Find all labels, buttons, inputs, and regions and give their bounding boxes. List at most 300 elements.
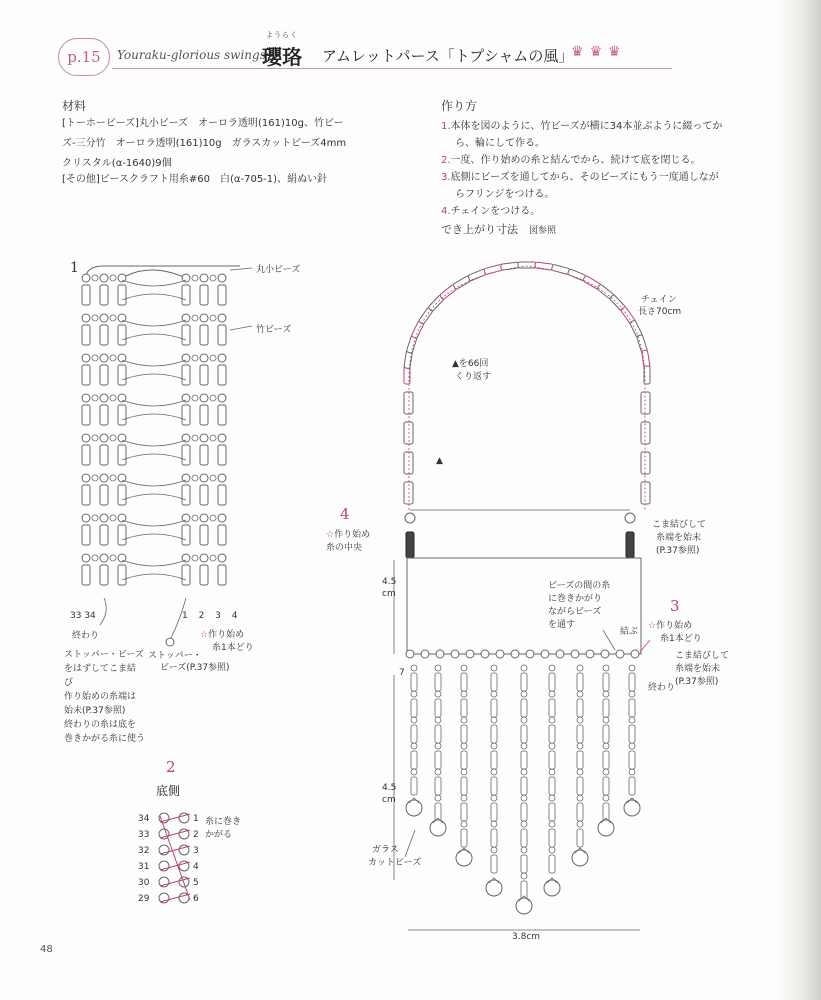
round-bead bbox=[92, 395, 98, 401]
thread-line bbox=[122, 374, 186, 380]
chain-bugle-bead bbox=[641, 422, 650, 444]
bugle-bead bbox=[491, 751, 497, 769]
star-icon: ☆ bbox=[648, 621, 657, 631]
bugle-bead bbox=[411, 751, 417, 769]
round-bead bbox=[521, 847, 527, 853]
round-bead bbox=[603, 717, 609, 723]
thread-line bbox=[122, 520, 186, 526]
label-bugle-beads: 竹ビーズ bbox=[256, 325, 292, 335]
label-wrap-2: に巻きかがり bbox=[548, 594, 603, 604]
bugle-bead bbox=[118, 445, 126, 465]
figure-3-purse bbox=[394, 262, 650, 930]
round-bead bbox=[411, 665, 417, 671]
chain-bugle-bead bbox=[404, 452, 413, 474]
bugle-bead bbox=[218, 525, 226, 545]
round-bead bbox=[521, 795, 527, 801]
glass-cut-bead bbox=[430, 820, 446, 836]
thread-line bbox=[122, 334, 186, 340]
figure-2-title: 底側 bbox=[156, 784, 181, 798]
bottom-num-left: 34 bbox=[138, 814, 150, 824]
round-bead bbox=[411, 743, 417, 749]
round-bead bbox=[603, 795, 609, 801]
bugle-bead bbox=[603, 751, 609, 769]
thread-line bbox=[122, 400, 186, 406]
label-knot: 結ぶ bbox=[620, 627, 639, 637]
bottom-num-left: 30 bbox=[138, 878, 150, 888]
chain-bugle-bead bbox=[404, 482, 413, 504]
bugle-bead bbox=[577, 803, 583, 821]
chain-thread bbox=[409, 266, 645, 510]
round-bead bbox=[218, 274, 226, 282]
bugle-bead bbox=[435, 699, 441, 717]
round-bead bbox=[192, 475, 198, 481]
round-bead bbox=[192, 275, 198, 281]
round-bead bbox=[82, 434, 90, 442]
bugle-bead bbox=[491, 829, 497, 847]
round-bead bbox=[549, 743, 555, 749]
bugle-bead bbox=[549, 751, 555, 769]
round-bead bbox=[601, 650, 609, 658]
round-bead bbox=[411, 769, 417, 775]
bugle-bead bbox=[461, 803, 467, 821]
crown-icon: ♛ bbox=[608, 44, 627, 60]
page-reference-badge: p.15 bbox=[58, 38, 110, 76]
bugle-bead bbox=[218, 285, 226, 305]
chain-bugle-bead bbox=[535, 262, 554, 270]
bugle-bead bbox=[118, 405, 126, 425]
round-bead bbox=[435, 717, 441, 723]
bugle-bead bbox=[491, 803, 497, 821]
round-bead bbox=[200, 394, 208, 402]
instruction-step: 1.本体を図のように、竹ビーズが横に34本並ぶように綴ってか bbox=[441, 121, 723, 132]
bugle-bead bbox=[82, 365, 90, 385]
figure-3-number: 3 bbox=[670, 597, 680, 615]
figure-4-mid: 糸の中央 bbox=[326, 543, 363, 553]
chain-bead-group bbox=[518, 262, 536, 268]
bugle-bead bbox=[218, 445, 226, 465]
glass-cut-bead bbox=[486, 880, 502, 896]
round-bead bbox=[92, 555, 98, 561]
label-chain: チェイン bbox=[641, 295, 677, 305]
bugle-bead bbox=[521, 673, 527, 691]
thread-line bbox=[122, 280, 186, 286]
bugle-bead bbox=[200, 285, 208, 305]
round-bead bbox=[629, 717, 635, 723]
round-bead bbox=[491, 821, 497, 827]
chain-bugle-bead bbox=[641, 452, 650, 474]
bugle-bead bbox=[100, 285, 108, 305]
round-bead bbox=[521, 665, 527, 671]
bugle-bead bbox=[549, 699, 555, 717]
bottom-num-right: 5 bbox=[193, 878, 199, 888]
bugle-bead bbox=[603, 673, 609, 691]
round-bead bbox=[100, 514, 108, 522]
round-bead bbox=[603, 691, 609, 697]
finished-size: でき上がり寸法 図参照 bbox=[441, 223, 557, 236]
round-bead bbox=[82, 514, 90, 522]
bugle-bead bbox=[100, 565, 108, 585]
round-bead bbox=[496, 650, 504, 658]
round-bead bbox=[218, 474, 226, 482]
round-bead bbox=[521, 743, 527, 749]
bugle-bead bbox=[218, 565, 226, 585]
round-bead bbox=[577, 769, 583, 775]
bugle-bead bbox=[118, 485, 126, 505]
bugle-bead bbox=[521, 855, 527, 873]
bugle-bead bbox=[182, 445, 190, 465]
round-bead bbox=[521, 717, 527, 723]
round-bead bbox=[577, 665, 583, 671]
label-wrap-3: ながらビーズ bbox=[548, 607, 602, 617]
star-icon: ☆ bbox=[326, 530, 335, 540]
round-bead bbox=[110, 515, 116, 521]
round-bead bbox=[110, 395, 116, 401]
bugle-bead bbox=[218, 405, 226, 425]
round-bead bbox=[92, 275, 98, 281]
bugle-bead bbox=[435, 751, 441, 769]
round-bead bbox=[451, 650, 459, 658]
round-bead bbox=[210, 515, 216, 521]
round-bead bbox=[110, 555, 116, 561]
round-bead bbox=[549, 821, 555, 827]
round-bead bbox=[549, 795, 555, 801]
round-bead bbox=[110, 315, 116, 321]
round-bead bbox=[521, 873, 527, 879]
bugle-bead bbox=[82, 485, 90, 505]
bugle-bead bbox=[549, 725, 555, 743]
bottom-num-right: 3 bbox=[193, 846, 199, 856]
materials-line-4: [その他]ビースクラフト用糸#60 白(α-705-1)、絹ぬい針 bbox=[62, 174, 328, 185]
label-wrap: ビーズの間の糸 bbox=[548, 581, 611, 591]
chain-bugle-bead bbox=[404, 422, 413, 444]
thread-line bbox=[122, 560, 186, 566]
thread-end bbox=[406, 532, 414, 558]
glass-cut-bead bbox=[456, 850, 472, 866]
round-bead bbox=[100, 314, 108, 322]
thread-line bbox=[86, 266, 240, 278]
bugle-bead bbox=[100, 405, 108, 425]
bugle-bead bbox=[461, 699, 467, 717]
round-bead bbox=[603, 665, 609, 671]
instruction-step: ら、輪にして作る。 bbox=[455, 138, 545, 149]
round-bead bbox=[586, 650, 594, 658]
bugle-bead bbox=[603, 699, 609, 717]
page-title: アムレットパース「トプシャムの風」 bbox=[322, 47, 574, 65]
bugle-bead bbox=[577, 699, 583, 717]
bugle-bead bbox=[200, 525, 208, 545]
round-bead bbox=[100, 354, 108, 362]
thread-line bbox=[122, 294, 186, 300]
figure-2-number: 2 bbox=[166, 758, 176, 776]
round-bead bbox=[192, 555, 198, 561]
bugle-bead bbox=[411, 725, 417, 743]
leader-line bbox=[230, 326, 252, 330]
round-bead bbox=[577, 795, 583, 801]
bugle-bead bbox=[118, 525, 126, 545]
chain-bugle-bead bbox=[641, 392, 650, 414]
thread-line bbox=[122, 574, 186, 580]
bugle-bead bbox=[82, 285, 90, 305]
dimension-top: 4.5 bbox=[382, 577, 397, 587]
bugle-bead bbox=[629, 673, 635, 691]
round-bead bbox=[481, 650, 489, 658]
round-bead bbox=[435, 665, 441, 671]
bugle-bead bbox=[521, 829, 527, 847]
round-bead bbox=[629, 665, 635, 671]
thread-line bbox=[122, 494, 186, 500]
bugle-bead bbox=[118, 285, 126, 305]
label-repeat-2: くり返す bbox=[455, 372, 492, 382]
round-bead bbox=[461, 769, 467, 775]
label-start-thread: 糸1本どり bbox=[212, 643, 254, 653]
chain-bead-group bbox=[535, 262, 554, 270]
round-bead bbox=[210, 435, 216, 441]
bugle-bead bbox=[629, 725, 635, 743]
round-bead bbox=[461, 743, 467, 749]
bugle-bead bbox=[549, 855, 555, 873]
glass-cut-bead bbox=[572, 850, 588, 866]
star-icon: ☆ bbox=[200, 630, 209, 640]
page-number: 48 bbox=[40, 944, 53, 955]
bugle-bead bbox=[82, 445, 90, 465]
round-bead bbox=[218, 314, 226, 322]
bugle-bead bbox=[100, 445, 108, 465]
round-bead bbox=[210, 395, 216, 401]
column-labels-33-34: 33 34 bbox=[70, 611, 96, 621]
round-bead bbox=[218, 514, 226, 522]
round-bead bbox=[92, 355, 98, 361]
bottom-num-left: 29 bbox=[138, 894, 150, 904]
label-finish-2: 糸端を始末 bbox=[675, 664, 721, 674]
bottom-num-left: 33 bbox=[138, 830, 150, 840]
round-bead bbox=[210, 355, 216, 361]
bottom-num-right: 2 bbox=[193, 830, 199, 840]
round-bead bbox=[92, 435, 98, 441]
thread-line bbox=[122, 414, 186, 420]
round-bead bbox=[192, 395, 198, 401]
round-bead bbox=[603, 769, 609, 775]
dimension-bottom-unit: cm bbox=[382, 795, 396, 805]
bugle-bead bbox=[218, 365, 226, 385]
glass-cut-bead bbox=[598, 820, 614, 836]
label-end: 終わり bbox=[72, 631, 100, 641]
thread-line bbox=[122, 440, 186, 446]
figure-1-pattern bbox=[82, 266, 252, 646]
bugle-bead bbox=[200, 325, 208, 345]
round-bead bbox=[110, 435, 116, 441]
round-bead bbox=[603, 743, 609, 749]
round-bead bbox=[82, 354, 90, 362]
leader-line bbox=[603, 630, 615, 650]
bugle-bead bbox=[82, 525, 90, 545]
round-bead bbox=[210, 555, 216, 561]
round-bead bbox=[92, 515, 98, 521]
bugle-bead bbox=[411, 699, 417, 717]
bugle-bead bbox=[100, 325, 108, 345]
round-bead bbox=[92, 315, 98, 321]
round-bead bbox=[435, 769, 441, 775]
round-bead bbox=[436, 650, 444, 658]
instruction-step: 3.底側にビーズを通してから、そのビーズにもう一度通しなが bbox=[441, 172, 719, 183]
round-bead bbox=[82, 274, 90, 282]
thread-line bbox=[122, 360, 186, 366]
bugle-bead bbox=[218, 485, 226, 505]
round-bead bbox=[210, 475, 216, 481]
round-bead bbox=[461, 691, 467, 697]
round-bead bbox=[82, 394, 90, 402]
bugle-bead bbox=[577, 777, 583, 795]
bugle-bead bbox=[521, 751, 527, 769]
dimension-width: 3.8cm bbox=[512, 932, 541, 942]
round-bead bbox=[491, 717, 497, 723]
bugle-bead bbox=[411, 673, 417, 691]
bugle-bead bbox=[100, 485, 108, 505]
round-bead bbox=[82, 554, 90, 562]
bugle-bead bbox=[577, 751, 583, 769]
round-bead bbox=[491, 795, 497, 801]
bugle-bead bbox=[549, 803, 555, 821]
round-bead bbox=[435, 795, 441, 801]
bugle-bead bbox=[521, 777, 527, 795]
round-bead bbox=[629, 743, 635, 749]
round-bead bbox=[100, 474, 108, 482]
round-bead bbox=[629, 691, 635, 697]
instruction-step: 4.チェインをつける。 bbox=[441, 206, 541, 217]
figure-4-finish-3: (P.37参照) bbox=[656, 546, 700, 556]
round-bead bbox=[577, 717, 583, 723]
label-glass: ガラス bbox=[372, 845, 399, 855]
bugle-bead bbox=[82, 325, 90, 345]
bugle-bead bbox=[603, 777, 609, 795]
round-bead bbox=[110, 475, 116, 481]
round-bead bbox=[192, 315, 198, 321]
thread-line bbox=[122, 480, 186, 486]
figure-2-note: かがる bbox=[205, 830, 233, 840]
round-bead bbox=[200, 354, 208, 362]
bugle-bead bbox=[182, 405, 190, 425]
chain-bugle-bead bbox=[404, 392, 413, 414]
bottom-num-right: 1 bbox=[193, 814, 199, 824]
round-bead bbox=[192, 435, 198, 441]
bugle-bead bbox=[435, 777, 441, 795]
leader-line bbox=[405, 830, 415, 857]
glass-cut-bead bbox=[544, 880, 560, 896]
figure-4-start: ☆作り始め bbox=[326, 530, 371, 540]
round-bead bbox=[491, 665, 497, 671]
bugle-bead bbox=[491, 673, 497, 691]
round-bead bbox=[616, 650, 624, 658]
bugle-bead bbox=[82, 565, 90, 585]
thread-line bbox=[122, 534, 186, 540]
round-bead bbox=[549, 665, 555, 671]
materials-heading: 材料 bbox=[62, 99, 87, 113]
instruction-step: らフリンジをつける。 bbox=[455, 189, 555, 200]
round-bead bbox=[110, 275, 116, 281]
round-bead bbox=[200, 514, 208, 522]
bugle-bead bbox=[461, 751, 467, 769]
round-bead bbox=[491, 691, 497, 697]
bugle-bead bbox=[182, 325, 190, 345]
round-bead bbox=[466, 650, 474, 658]
thread-line bbox=[100, 598, 106, 625]
figure-4-number: 4 bbox=[340, 505, 350, 523]
glass-cut-bead bbox=[406, 800, 422, 816]
label-stopper: ストッパー・ bbox=[148, 651, 202, 661]
round-bead bbox=[405, 513, 415, 523]
bugle-bead bbox=[549, 777, 555, 795]
bugle-bead bbox=[521, 803, 527, 821]
bottom-num-right: 6 bbox=[193, 894, 199, 904]
bugle-bead bbox=[100, 365, 108, 385]
stopper-bead bbox=[166, 638, 174, 646]
round-bead bbox=[110, 355, 116, 361]
dimension-bottom: 4.5 bbox=[382, 783, 397, 793]
bugle-bead bbox=[491, 699, 497, 717]
column-labels-1-4: 1 2 3 4 bbox=[182, 611, 242, 621]
materials-line-2: ズ-三分竹 オーロラ透明(161)10g ガラスカットビーズ4mm bbox=[62, 138, 347, 149]
triangle-marker: ▲ bbox=[436, 456, 443, 466]
bugle-bead bbox=[629, 699, 635, 717]
label-end: 終わり bbox=[648, 683, 676, 693]
bugle-bead bbox=[118, 365, 126, 385]
chain-bugle-bead bbox=[484, 264, 503, 274]
crown-icon: ♛ bbox=[571, 44, 590, 60]
glass-cut-bead bbox=[516, 898, 532, 914]
bugle-bead bbox=[491, 725, 497, 743]
purse-body-outline bbox=[407, 558, 641, 654]
instructions-heading: 作り方 bbox=[441, 99, 478, 113]
round-bead bbox=[549, 847, 555, 853]
round-bead bbox=[491, 847, 497, 853]
round-bead bbox=[200, 474, 208, 482]
round-bead bbox=[521, 821, 527, 827]
page-title-kanji: 瓔珞 bbox=[262, 45, 302, 69]
bugle-bead bbox=[200, 565, 208, 585]
chain-bugle-bead bbox=[501, 262, 520, 270]
round-bead bbox=[411, 717, 417, 723]
label-tie-start: ☆作り始め bbox=[648, 621, 693, 631]
round-bead bbox=[82, 314, 90, 322]
round-bead bbox=[461, 795, 467, 801]
round-bead bbox=[526, 650, 534, 658]
bugle-bead bbox=[411, 777, 417, 795]
chain-bead-group bbox=[484, 264, 503, 274]
round-bead bbox=[461, 717, 467, 723]
bottom-num-left: 31 bbox=[138, 862, 150, 872]
round-bead bbox=[192, 355, 198, 361]
round-bead bbox=[556, 650, 564, 658]
round-bead bbox=[210, 315, 216, 321]
leader-line bbox=[230, 268, 252, 270]
label-stopper-ref: ビーズ(P.37参照) bbox=[160, 663, 230, 673]
chain-bugle-bead bbox=[518, 262, 536, 268]
bugle-bead bbox=[461, 777, 467, 795]
bugle-bead bbox=[82, 405, 90, 425]
round-bead bbox=[435, 743, 441, 749]
bottom-num-right: 4 bbox=[193, 862, 199, 872]
bugle-bead bbox=[549, 829, 555, 847]
round-bead bbox=[100, 434, 108, 442]
bugle-bead bbox=[629, 751, 635, 769]
round-bead bbox=[100, 554, 108, 562]
round-bead bbox=[577, 691, 583, 697]
bugle-bead bbox=[182, 285, 190, 305]
bugle-bead bbox=[118, 565, 126, 585]
label-chain-length: 長さ70cm bbox=[638, 307, 682, 317]
label-maru-beads: 丸小ビーズ bbox=[256, 265, 301, 275]
thread-line bbox=[122, 270, 186, 278]
round-bead bbox=[491, 769, 497, 775]
